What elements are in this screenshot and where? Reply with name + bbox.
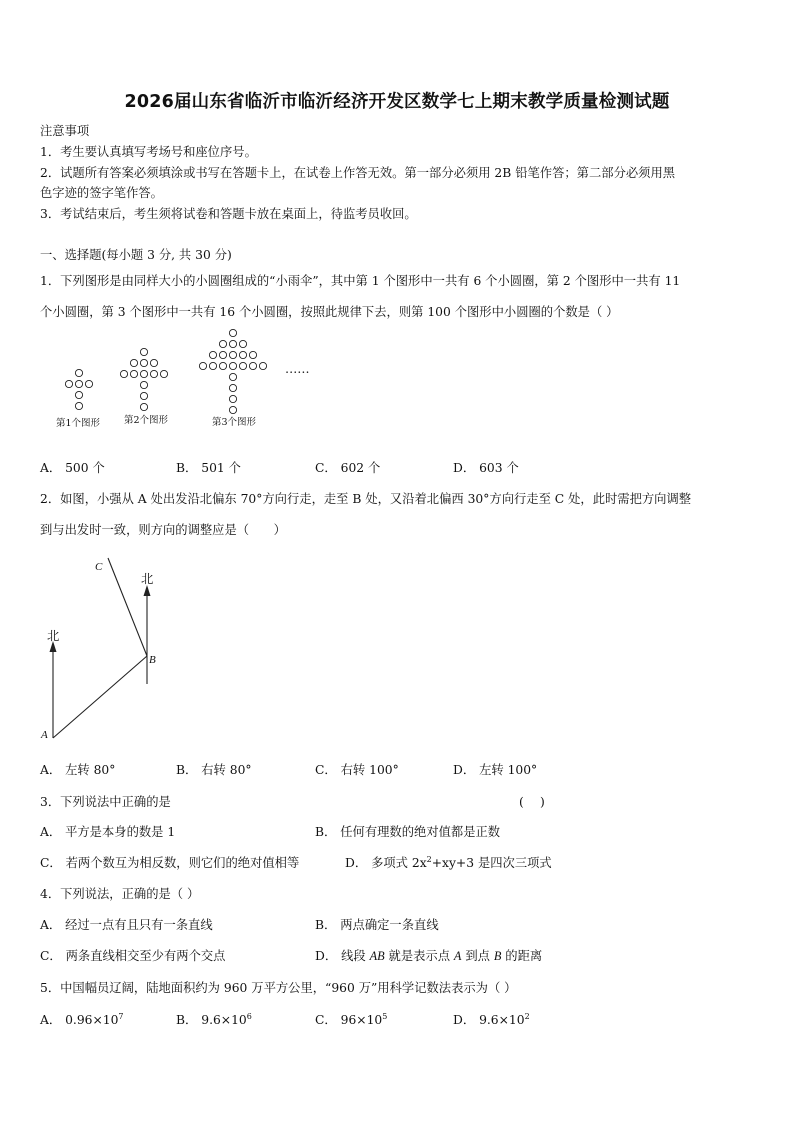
q4-option-d-point-a: A — [453, 949, 462, 963]
q4-option-d-text: D． 线段 — [315, 949, 370, 963]
q5-option-b-exponent: 6 — [246, 1011, 252, 1021]
q4-option-d[interactable] — [315, 946, 542, 964]
q5-option-c[interactable] — [315, 1010, 387, 1028]
q4-option-b[interactable]: B． 两点确定一条直线 — [315, 918, 439, 932]
q3-option-d-text-rest: +xy+3 是四次三项式 — [431, 856, 552, 870]
q1-figure-1-caption: 第1个图形 — [56, 418, 101, 429]
q2-stem-cont: 到与出发时一致，则方向的调整应是（ ） — [40, 523, 286, 537]
q3-answer-paren: ( ) — [519, 795, 545, 809]
q1-option-b[interactable]: B． 501 个 — [176, 461, 241, 475]
q2-point-b: B — [149, 654, 156, 666]
q5-option-b-base: B． 9.6×10 — [176, 1013, 247, 1027]
q5-option-a[interactable] — [40, 1010, 124, 1028]
q3-option-c[interactable]: C． 若两个数互为相反数，则它们的绝对值相等 — [40, 856, 300, 870]
q3-option-b[interactable]: B． 任何有理数的绝对值都是正数 — [315, 825, 501, 839]
q4-option-d-text-3: 到点 — [461, 949, 494, 963]
notice-item-2: 2．试题所有答案必须填涂或书写在答题卡上，在试卷上作答无效。第一部分必须用 2B 铅笔作答；第二部分必须用黑 — [40, 166, 676, 180]
q5-option-a-exponent: 7 — [118, 1011, 124, 1021]
q3-stem: 3．下列说法中正确的是 — [40, 795, 171, 809]
q1-figure-3-caption: 第3个图形 — [212, 417, 257, 428]
q3-option-d-text: D． 多项式 2x — [345, 856, 427, 870]
q2-option-c[interactable]: C． 右转 100° — [315, 763, 399, 777]
q4-option-d-point-b: B — [493, 949, 502, 963]
section-heading: 一、选择题(每小题 3 分, 共 30 分) — [40, 248, 232, 262]
q5-option-c-exponent: 5 — [382, 1011, 388, 1021]
q1-option-d[interactable]: D． 603 个 — [453, 461, 519, 475]
q4-option-a[interactable]: A． 经过一点有且只有一条直线 — [40, 918, 213, 932]
q2-option-d[interactable]: D． 左转 100° — [453, 763, 538, 777]
q2-north-label-a: 北 — [47, 629, 60, 643]
q4-option-d-text-4: 的距离 — [501, 949, 543, 963]
q2-stem: 2．如图，小强从 A 处出发沿北偏东 70°方向行走，走至 B 处，又沿着北偏西 30°方向行走至 C 处，此时需把方向调整 — [40, 492, 692, 506]
q5-option-b[interactable] — [176, 1010, 252, 1028]
q5-stem: 5．中国幅员辽阔，陆地面积约为 960 万平方公里，“960 万”用科学记数法表示为（ ） — [40, 981, 517, 995]
notice-item-2-cont: 色字迹的签字笔作答。 — [40, 186, 163, 200]
q5-option-c-base: C． 96×10 — [315, 1013, 383, 1027]
q2-option-a[interactable]: A． 左转 80° — [40, 763, 116, 777]
q5-option-d-base: D． 9.6×10 — [453, 1013, 525, 1027]
notice-item-3: 3．考试结束后，考生须将试卷和答题卡放在桌面上，待监考员收回。 — [40, 207, 417, 221]
q5-option-a-base: A． 0.96×10 — [40, 1013, 119, 1027]
q3-option-d-exponent: 2 — [426, 854, 432, 864]
q3-option-a[interactable]: A． 平方是本身的数是 1 — [40, 825, 176, 839]
notice-heading: 注意事项 — [40, 124, 90, 138]
q2-north-label-b: 北 — [141, 572, 154, 586]
page-title: 2026届山东省临沂市临沂经济开发区数学七上期末教学质量检测试题 — [124, 92, 670, 112]
q2-option-b[interactable]: B． 右转 80° — [176, 763, 252, 777]
q1-stem-cont: 个小圆圈，第 3 个图形中一共有 16 个小圆圈，按照此规律下去，则第 100 个图形中小圆圈的个数是（ ） — [40, 305, 619, 319]
q1-option-c[interactable]: C． 602 个 — [315, 461, 381, 475]
q4-stem: 4．下列说法，正确的是（ ） — [40, 887, 200, 901]
q1-stem: 1．下列图形是由同样大小的小圆圈组成的“小雨伞”，其中第 1 个图形中一共有 6 个小圆圈，第 2 个图形中一共有 11 — [40, 274, 681, 288]
q1-figure-2-caption: 第2个图形 — [124, 415, 169, 426]
q5-option-d[interactable] — [453, 1010, 530, 1028]
q4-option-d-segment: AB — [369, 949, 385, 963]
q1-ellipsis: …… — [285, 362, 310, 376]
q2-point-c: C — [95, 561, 103, 573]
q4-option-c[interactable]: C． 两条直线相交至少有两个交点 — [40, 949, 226, 963]
q2-point-a: A — [41, 729, 48, 741]
q4-option-d-text-2: 就是表示点 — [384, 949, 454, 963]
q5-option-d-exponent: 2 — [524, 1011, 530, 1021]
notice-item-1: 1．考生要认真填写考场号和座位序号。 — [40, 145, 257, 159]
q3-option-d[interactable] — [345, 853, 552, 871]
q1-option-a[interactable]: A． 500 个 — [40, 461, 105, 475]
